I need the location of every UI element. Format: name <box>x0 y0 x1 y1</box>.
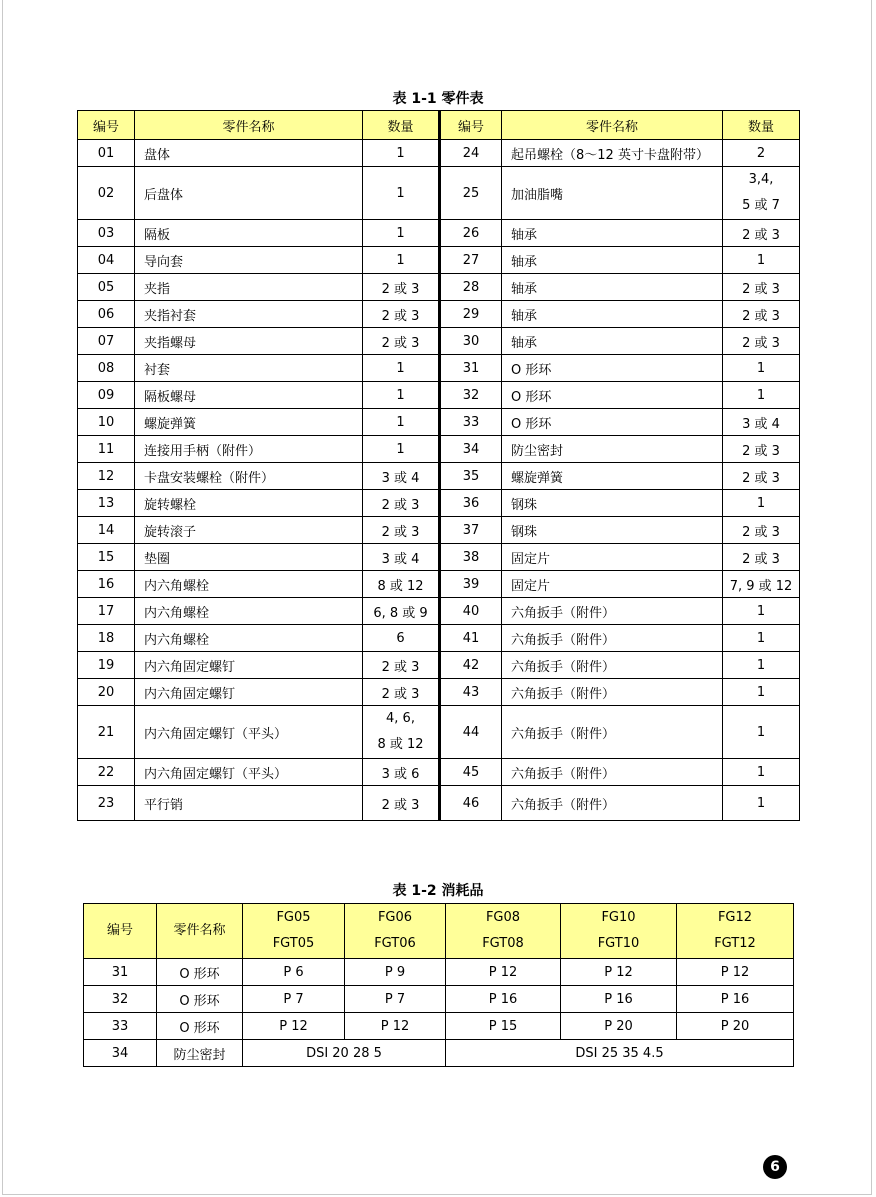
model-code: FGT06 <box>374 936 416 951</box>
cell-part-name: 旋转滚子 <box>135 517 363 544</box>
cell-quantity <box>723 598 800 625</box>
cell-quantity <box>363 544 440 571</box>
model-code: FGT08 <box>482 936 524 951</box>
quantity-text: 7, 9 或 12 <box>729 578 793 594</box>
table-row <box>78 652 800 679</box>
cell-number: 09 <box>78 382 135 409</box>
table-row <box>78 706 800 759</box>
cell-spec: P 12 <box>561 959 677 986</box>
cell-quantity <box>363 490 440 517</box>
table-row <box>78 759 800 786</box>
cell-part-name: 钢珠 <box>502 490 723 517</box>
quantity-text: 1 <box>396 225 405 241</box>
cell-part-name: 内六角固定螺钉 <box>135 679 363 706</box>
cell-part-name: 六角扳手（附件） <box>502 598 723 625</box>
cell-quantity <box>723 759 800 786</box>
cell-quantity <box>363 301 440 328</box>
quantity-text: 1 <box>756 252 766 268</box>
model-code: FG10 <box>601 910 636 925</box>
cell-quantity <box>363 571 440 598</box>
cell-number: 10 <box>78 409 135 436</box>
cell-quantity <box>723 625 800 652</box>
cell-number: 36 <box>440 490 502 517</box>
cell-quantity <box>723 517 800 544</box>
cell-part-name: 衬套 <box>135 355 363 382</box>
cell-part-name: 内六角螺栓 <box>135 598 363 625</box>
header-part-name: 零件名称 <box>157 904 243 959</box>
table-row <box>84 986 794 1013</box>
model-code: FGT05 <box>272 936 315 951</box>
cell-part-name: 内六角螺栓 <box>135 571 363 598</box>
parts-table <box>77 110 800 821</box>
cell-quantity <box>363 463 440 490</box>
quantity-text: 1 <box>756 495 766 511</box>
header-number: 编号 <box>440 111 502 140</box>
cell-quantity <box>363 247 440 274</box>
cell-quantity <box>723 140 800 167</box>
table-row <box>78 571 800 598</box>
table-row <box>84 1013 794 1040</box>
model-code: FG05 <box>276 910 311 925</box>
table-row <box>78 679 800 706</box>
model-code: FG08 <box>485 910 521 925</box>
cell-part-name: 固定片 <box>502 544 723 571</box>
table-row <box>78 490 800 517</box>
cell-quantity <box>363 167 440 220</box>
cell-number: 05 <box>78 274 135 301</box>
quantity-text: 1 <box>396 252 405 268</box>
quantity-text: 1 <box>396 185 405 201</box>
table-row <box>78 544 800 571</box>
cell-number: 16 <box>78 571 135 598</box>
quantity-text: 1 <box>756 630 766 646</box>
cell-number: 41 <box>440 625 502 652</box>
cell-spec: P 16 <box>446 986 561 1013</box>
quantity-text: 3 或 4 <box>381 551 420 567</box>
cell-quantity <box>723 436 800 463</box>
cell-quantity <box>363 355 440 382</box>
cell-quantity <box>363 517 440 544</box>
cell-number: 23 <box>78 786 135 821</box>
cell-part-name: 垫圈 <box>135 544 363 571</box>
quantity-text: 2 或 3 <box>381 659 420 675</box>
cell-spec: P 15 <box>446 1013 561 1040</box>
cell-part-name: 六角扳手（附件） <box>502 625 723 652</box>
cell-part-name: 内六角固定螺钉（平头） <box>135 759 363 786</box>
quantity-text: 1 <box>756 657 766 673</box>
quantity-text: 6 <box>396 630 405 646</box>
consumables-table-header <box>84 904 794 959</box>
cell-quantity <box>363 328 440 355</box>
cell-number: 31 <box>440 355 502 382</box>
cell-number: 04 <box>78 247 135 274</box>
cell-part-name: O 形环 <box>157 1013 243 1040</box>
cell-quantity <box>723 463 800 490</box>
quantity-text: 2 或 3 <box>742 308 780 324</box>
table-row <box>84 1040 794 1067</box>
cell-number: 11 <box>78 436 135 463</box>
table-row <box>78 517 800 544</box>
cell-spec: P 12 <box>446 959 561 986</box>
table-row <box>78 786 800 821</box>
quantity-text: 2 或 3 <box>742 470 780 486</box>
cell-part-name: 防尘密封 <box>502 436 723 463</box>
quantity-text: 5 或 7 <box>742 198 780 213</box>
cell-part-name: 六角扳手（附件） <box>502 759 723 786</box>
cell-quantity <box>723 382 800 409</box>
quantity-text: 2 或 3 <box>381 524 420 540</box>
quantity-text: 2 或 3 <box>381 686 420 702</box>
quantity-text: 2 或 3 <box>742 443 780 459</box>
cell-part-name: 内六角螺栓 <box>135 625 363 652</box>
cell-quantity <box>363 706 440 759</box>
quantity-text: 1 <box>756 764 766 780</box>
quantity-text: 2 或 3 <box>742 281 780 297</box>
cell-part-name: 隔板 <box>135 220 363 247</box>
cell-number: 32 <box>440 382 502 409</box>
cell-part-name: 轴承 <box>502 328 723 355</box>
quantity-text: 2 或 3 <box>381 281 420 297</box>
cell-number: 33 <box>84 1013 157 1040</box>
quantity-text: 4, 6, <box>386 711 415 726</box>
cell-part-name: O 形环 <box>502 382 723 409</box>
cell-part-name: 六角扳手（附件） <box>502 679 723 706</box>
table-row <box>78 274 800 301</box>
cell-part-name: 盘体 <box>135 140 363 167</box>
cell-number: 46 <box>440 786 502 821</box>
quantity-text: 2 或 3 <box>742 551 780 567</box>
cell-part-name: 夹指 <box>135 274 363 301</box>
cell-number: 35 <box>440 463 502 490</box>
quantity-text: 2 或 3 <box>381 308 420 324</box>
cell-quantity <box>363 652 440 679</box>
cell-number: 43 <box>440 679 502 706</box>
cell-number: 06 <box>78 301 135 328</box>
cell-number: 32 <box>84 986 157 1013</box>
table-row <box>78 598 800 625</box>
cell-part-name: O 形环 <box>157 986 243 1013</box>
cell-number: 42 <box>440 652 502 679</box>
table-row <box>78 167 800 220</box>
quantity-text: 6, 8 或 9 <box>373 605 428 621</box>
cell-part-name: 防尘密封 <box>157 1040 243 1067</box>
cell-number: 01 <box>78 140 135 167</box>
quantity-text: 1 <box>396 441 405 457</box>
cell-spec: P 16 <box>677 986 794 1013</box>
header-model <box>345 904 446 959</box>
cell-quantity <box>723 786 800 821</box>
cell-part-name: 卡盘安装螺栓（附件） <box>135 463 363 490</box>
header-model <box>561 904 677 959</box>
cell-part-name: 后盘体 <box>135 167 363 220</box>
table-row <box>78 436 800 463</box>
cell-quantity <box>363 140 440 167</box>
cell-quantity <box>723 220 800 247</box>
header-part-name: 零件名称 <box>135 111 363 140</box>
cell-part-name: O 形环 <box>157 959 243 986</box>
cell-part-name: 螺旋弹簧 <box>135 409 363 436</box>
cell-spec-fg08-fg12: DSI 25 35 4.5 <box>446 1040 794 1067</box>
cell-number: 15 <box>78 544 135 571</box>
table-row <box>78 301 800 328</box>
quantity-text: 2 或 3 <box>381 797 420 813</box>
cell-number: 29 <box>440 301 502 328</box>
cell-part-name: 夹指衬套 <box>135 301 363 328</box>
cell-quantity <box>363 598 440 625</box>
cell-part-name: 六角扳手（附件） <box>502 786 723 821</box>
cell-number: 20 <box>78 679 135 706</box>
cell-quantity <box>723 706 800 759</box>
cell-quantity <box>723 355 800 382</box>
quantity-text: 2 或 3 <box>381 497 420 513</box>
page-number-badge: 6 <box>763 1155 787 1179</box>
quantity-text: 3 或 4 <box>381 470 420 486</box>
cell-quantity <box>723 301 800 328</box>
model-code: FG12 <box>717 910 753 925</box>
cell-spec: P 6 <box>243 959 345 986</box>
cell-part-name: O 形环 <box>502 355 723 382</box>
quantity-text: 8 或 12 <box>377 578 424 594</box>
quantity-text: 8 或 12 <box>377 737 424 752</box>
table-row <box>78 625 800 652</box>
cell-part-name: 平行销 <box>135 786 363 821</box>
cell-spec: P 20 <box>677 1013 794 1040</box>
cell-quantity <box>723 490 800 517</box>
cell-number: 02 <box>78 167 135 220</box>
cell-number: 13 <box>78 490 135 517</box>
cell-part-name: 螺旋弹簧 <box>502 463 723 490</box>
cell-number: 34 <box>84 1040 157 1067</box>
parts-table-title: 表 1-1 零件表 <box>392 91 484 107</box>
cell-part-name: 轴承 <box>502 247 723 274</box>
cell-quantity <box>723 247 800 274</box>
cell-quantity <box>363 625 440 652</box>
cell-quantity <box>363 759 440 786</box>
model-code: FGT10 <box>597 936 640 951</box>
quantity-text: 2 <box>756 145 766 161</box>
cell-number: 19 <box>78 652 135 679</box>
cell-number: 03 <box>78 220 135 247</box>
cell-number: 07 <box>78 328 135 355</box>
cell-quantity <box>363 436 440 463</box>
cell-quantity <box>723 571 800 598</box>
cell-number: 45 <box>440 759 502 786</box>
cell-number: 44 <box>440 706 502 759</box>
cell-part-name: 内六角固定螺钉 <box>135 652 363 679</box>
quantity-text: 1 <box>756 603 766 619</box>
cell-part-name: 导向套 <box>135 247 363 274</box>
cell-quantity <box>363 220 440 247</box>
cell-number: 30 <box>440 328 502 355</box>
quantity-text: 1 <box>756 795 766 811</box>
header-model <box>243 904 345 959</box>
cell-quantity <box>723 274 800 301</box>
cell-part-name: 轴承 <box>502 274 723 301</box>
cell-part-name: 起吊螺栓（8～12 英寸卡盘附带） <box>502 140 723 167</box>
cell-number: 24 <box>440 140 502 167</box>
cell-spec: P 20 <box>561 1013 677 1040</box>
cell-part-name: 加油脂嘴 <box>502 167 723 220</box>
cell-spec: P 12 <box>345 1013 446 1040</box>
cell-number: 27 <box>440 247 502 274</box>
quantity-text: 1 <box>396 145 405 161</box>
cell-number: 14 <box>78 517 135 544</box>
model-code: FG06 <box>377 910 413 925</box>
cell-part-name: 旋转螺栓 <box>135 490 363 517</box>
model-code: FGT12 <box>714 936 756 951</box>
table-row <box>78 355 800 382</box>
header-quantity: 数量 <box>363 111 440 140</box>
table-row <box>84 959 794 986</box>
cell-quantity <box>363 786 440 821</box>
quantity-text: 1 <box>756 360 766 376</box>
table-row <box>78 220 800 247</box>
cell-spec-fg05-fg06: DSI 20 28 5 <box>243 1040 446 1067</box>
header-quantity: 数量 <box>723 111 800 140</box>
quantity-text: 1 <box>396 414 405 430</box>
cell-quantity <box>363 679 440 706</box>
cell-spec: P 16 <box>561 986 677 1013</box>
cell-quantity <box>723 409 800 436</box>
cell-part-name: 轴承 <box>502 301 723 328</box>
cell-spec: P 7 <box>345 986 446 1013</box>
cell-part-name: 连接用手柄（附件） <box>135 436 363 463</box>
cell-number: 39 <box>440 571 502 598</box>
quantity-text: 1 <box>396 387 405 403</box>
table-row <box>78 328 800 355</box>
cell-number: 21 <box>78 706 135 759</box>
quantity-text: 1 <box>756 684 766 700</box>
table-row <box>78 409 800 436</box>
cell-number: 34 <box>440 436 502 463</box>
header-part-name: 零件名称 <box>502 111 723 140</box>
cell-number: 28 <box>440 274 502 301</box>
cell-part-name: 夹指螺母 <box>135 328 363 355</box>
cell-number: 22 <box>78 759 135 786</box>
quantity-text: 1 <box>396 360 405 376</box>
cell-number: 08 <box>78 355 135 382</box>
cell-quantity <box>363 382 440 409</box>
cell-number: 33 <box>440 409 502 436</box>
quantity-text: 1 <box>756 387 766 403</box>
quantity-text: 2 或 3 <box>742 524 780 540</box>
cell-quantity <box>723 167 800 220</box>
cell-number: 12 <box>78 463 135 490</box>
quantity-text: 3,4, <box>748 172 774 187</box>
consumables-table-title: 表 1-2 消耗品 <box>392 883 484 899</box>
cell-spec: P 7 <box>243 986 345 1013</box>
consumables-table <box>83 903 794 1067</box>
cell-quantity <box>723 328 800 355</box>
cell-spec: P 9 <box>345 959 446 986</box>
quantity-text: 2 或 3 <box>742 335 780 351</box>
cell-number: 31 <box>84 959 157 986</box>
table-row <box>78 140 800 167</box>
table-row <box>78 247 800 274</box>
cell-quantity <box>723 544 800 571</box>
quantity-text: 3 或 6 <box>381 766 420 782</box>
header-number: 编号 <box>84 904 157 959</box>
table-row <box>78 382 800 409</box>
cell-number: 26 <box>440 220 502 247</box>
cell-spec: P 12 <box>243 1013 345 1040</box>
cell-quantity <box>723 652 800 679</box>
cell-quantity <box>363 409 440 436</box>
cell-part-name: 六角扳手（附件） <box>502 706 723 759</box>
table-row <box>78 463 800 490</box>
quantity-text: 2 或 3 <box>381 335 420 351</box>
parts-table-header <box>78 111 800 140</box>
header-number: 编号 <box>78 111 135 140</box>
cell-number: 17 <box>78 598 135 625</box>
cell-part-name: 固定片 <box>502 571 723 598</box>
cell-number: 25 <box>440 167 502 220</box>
quantity-text: 1 <box>756 724 766 740</box>
quantity-text: 3 或 4 <box>742 416 780 432</box>
cell-spec: P 12 <box>677 959 794 986</box>
quantity-text: 2 或 3 <box>742 227 780 243</box>
cell-part-name: O 形环 <box>502 409 723 436</box>
cell-part-name: 六角扳手（附件） <box>502 652 723 679</box>
cell-part-name: 轴承 <box>502 220 723 247</box>
cell-number: 38 <box>440 544 502 571</box>
cell-quantity <box>723 679 800 706</box>
cell-part-name: 内六角固定螺钉（平头） <box>135 706 363 759</box>
header-model <box>446 904 561 959</box>
header-model <box>677 904 794 959</box>
cell-quantity <box>363 274 440 301</box>
cell-number: 18 <box>78 625 135 652</box>
cell-number: 37 <box>440 517 502 544</box>
cell-part-name: 隔板螺母 <box>135 382 363 409</box>
cell-number: 40 <box>440 598 502 625</box>
cell-part-name: 钢珠 <box>502 517 723 544</box>
